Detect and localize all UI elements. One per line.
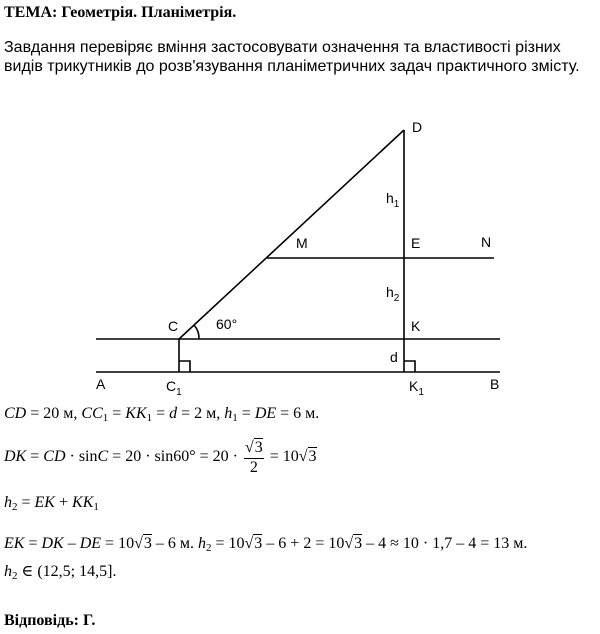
label-B: B [490,376,500,392]
equation-h2-range: $h_2$ ∈ (12,5; 14,5]. [4,563,117,582]
label-K1: $K_1$ [409,378,424,398]
fraction-sqrt3-over-2: $\frac{√3}{2}$ [244,439,263,476]
label-A: A [96,376,106,392]
given-values: CD = 20 м, $CC_1 = KK_1 = d = 2$ м, $h_1$ = DE = 6 м. [4,405,320,424]
topic-heading: ТЕМА: Геометрія. Планіметрія. [4,4,237,21]
label-M: M [296,235,308,251]
equation-h2: $h_2$ = EK + $KK_1$ [4,494,99,513]
label-N: N [481,234,492,250]
label-h2: $h_2$ [386,284,400,304]
right-angle-mark-K1 [404,361,415,372]
label-d: d [390,349,398,365]
angle-arc-C [194,325,199,339]
equation-EK: EK = DK – DE = 10√3 – 6 м. $h_2 = 10√3 - 6 + 2 = 10√3 - 4 \approx 10 \cdot 1,7 - 4 = 13$ м. [4,535,528,554]
task-description: Завдання перевіряє вміння застосовувати означення та властивості різних видів трикутників до розв'язування планіметричних задач практичного змісту. [4,39,580,75]
answer: Відповідь: Г. [4,612,96,629]
label-C: C [168,318,179,334]
equation-DK: DK = CD · sinC = 20 · sin60° = 20 · $\frac{√3}{2}$ = 10√3 [4,439,317,476]
segment-CD [179,130,404,339]
label-K: K [411,318,421,334]
label-C1: $C_1$ [166,378,182,398]
label-D: D [412,119,423,135]
label-h1: $h_1$ [386,190,400,210]
label-E: E [411,235,421,251]
label-angle-60: 60° [216,316,238,332]
right-angle-mark-C1 [179,361,190,372]
